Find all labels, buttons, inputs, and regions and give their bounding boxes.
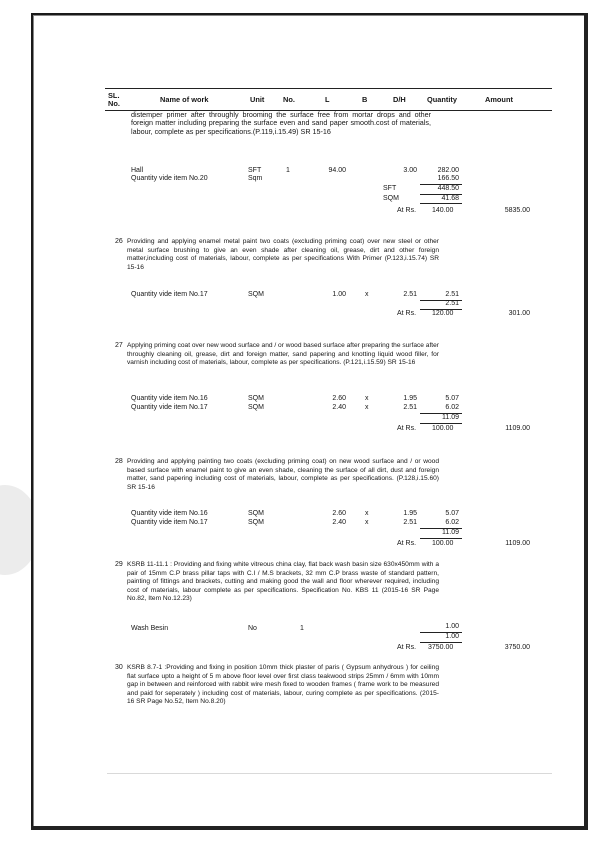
item-25-rule-2 [420, 194, 462, 195]
item-29-rate-label: At Rs. [397, 644, 417, 651]
item-27-row-2-qty: 6.02 [445, 404, 459, 411]
item-27-row-1-name: Quantity vide item No.16 [131, 395, 208, 402]
item-26-rate-label: At Rs. [397, 310, 417, 317]
item-27-row-2-name: Quantity vide item No.17 [131, 404, 208, 411]
item-28-row-2-unit: SQM [248, 519, 264, 526]
header-quantity: Quantity [427, 95, 457, 104]
item-25-row-2-unit: Sqm [248, 175, 263, 182]
item-25-rate-label: At Rs. [397, 207, 417, 214]
item-27-sl: 27 [115, 342, 123, 349]
item-25-sqm-label: SQM [383, 195, 399, 202]
item-28-row-2-x: x [365, 519, 369, 526]
header-unit: Unit [250, 95, 265, 104]
header-b: B [362, 95, 368, 104]
item-27-row-2-unit: SQM [248, 404, 264, 411]
item-27-row-2-l: 2.40 [332, 404, 346, 411]
header-sl-no: SL. [108, 91, 120, 100]
item-27-amount: 1109.00 [505, 425, 530, 432]
item-29-total: 1.00 [445, 633, 459, 640]
item-28-amount: 1109.00 [505, 540, 530, 547]
item-29-rate: 3750.00 [428, 644, 454, 651]
item-26-row-1-unit: SQM [248, 291, 264, 298]
item-26-row-1-x: x [365, 291, 369, 298]
item-28-row-2-name: Quantity vide item No.17 [131, 519, 208, 526]
item-28-row-2-dh: 2.51 [403, 519, 417, 526]
item-28-row-2-l: 2.40 [332, 519, 346, 526]
item-28-row-1-qty: 5.07 [445, 510, 459, 517]
item-26-row-1-dh: 2.51 [403, 291, 417, 298]
item-29-row-1-unit: No [248, 625, 257, 632]
page-frame-edge-right [584, 13, 588, 830]
bottom-separator [107, 773, 552, 774]
item-25-rule-3 [420, 203, 462, 204]
item-26-rate: 120.00 [432, 310, 454, 317]
item-25-amount: 5835.00 [504, 207, 530, 214]
item-26-description: Providing and applying enamel metal paint two coats (excluding priming coat) over new steel or other metal surface brushing to give an even shade after cleaning oil, grease, dirt and other foreign matter,including cost of materials, labour, complete as per specifications With Primer (P.123,i.15.74) SR 15-16 [127, 238, 439, 271]
item-30-sl: 30 [115, 664, 123, 671]
header-dh: D/H [393, 95, 406, 104]
item-26-sl: 26 [115, 238, 123, 245]
item-26-row-1-name: Quantity vide item No.17 [131, 291, 208, 298]
item-28-row-1-l: 2.60 [332, 510, 346, 517]
item-25-row-1-qty: 282.00 [437, 167, 459, 174]
item-25-row-1-l: 94.00 [328, 167, 346, 174]
item-25-sft-value: 448.50 [437, 185, 459, 192]
item-26-amount: 301.00 [508, 310, 530, 317]
item-29-amount: 3750.00 [504, 644, 530, 651]
item-26-row-1-l: 1.00 [332, 291, 346, 298]
item-29-rule-2 [420, 642, 462, 643]
item-28-description: Providing and applying painting two coats (excluding priming coat) on new wood surface and / or wood based surface with enamel paint to give an even shade, cleaning the surface of all dirt, dust and foreign matter, sand papering including cost of materials, labour, complete as per specifications. (P.128,i.15.60) SR 15-16 [127, 458, 439, 491]
item-29-row-1-no: 1 [300, 625, 304, 632]
item-26-row-1-qty: 2.51 [445, 291, 459, 298]
item-29-description: KSRB 11-11.1 : Providing and fixing white vitreous china clay, flat back wash basin size 630x450mm with a pair of 15mm C.P brass pillar taps with C.I / M.S brackets, 32 mm C.P brass waste of standard pattern, painting of fittings and brackets, cutting and making good the wall and floor wherever required, including cost of materials, labour complete as per specifications. Specification No. KBS 11 (2015-16 SR Page No.82, Item No.12.23) [127, 561, 439, 603]
header-amount: Amount [485, 95, 513, 104]
item-25-description: distemper primer after throughly brooming the surface free from mortar drops and other foreign matter including preparing the surface even and sand paper smooth.cost of materials, labour, complete as per specifications.(P.119,i.15.49) SR 15-16 [131, 110, 431, 136]
header-top-rule [105, 88, 552, 89]
item-27-row-1-l: 2.60 [332, 395, 346, 402]
header-sl-no-2: No. [108, 99, 120, 108]
item-27-description: Applying priming coat over new wood surface and / or wood based surface after preparing the surface after throughly cleaning oil, grease, dirt and foreign matter, sand papering and knotting liquid wood filler, for varnish including cost of materials, labour, complete as per specifications. (P.121,i.15.59) SR 15-16 [127, 342, 439, 367]
item-25-row-1-name: Hall [131, 167, 144, 174]
item-25-row-1-no: 1 [286, 167, 290, 174]
header-no: No. [283, 95, 295, 104]
header-name-of-work: Name of work [160, 95, 209, 104]
item-28-rate-label: At Rs. [397, 540, 417, 547]
item-25-sft-label: SFT [383, 185, 397, 192]
item-28-sl: 28 [115, 458, 123, 465]
item-27-row-1-x: x [365, 395, 369, 402]
item-25-row-1-dh: 3.00 [403, 167, 417, 174]
item-29-sl: 29 [115, 561, 123, 568]
item-27-rate-label: At Rs. [397, 425, 417, 432]
item-28-total: 11.09 [442, 529, 459, 536]
item-29-row-1-name: Wash Besin [131, 625, 169, 632]
item-27-rate: 100.00 [432, 425, 454, 432]
item-28-row-2-qty: 6.02 [445, 519, 459, 526]
item-27-row-1-dh: 1.95 [403, 395, 417, 402]
item-25-sqm-value: 41.68 [441, 195, 459, 202]
item-27-total: 11.09 [442, 414, 459, 421]
item-28-rule-2 [420, 538, 462, 539]
page-frame-edge-bottom [31, 826, 588, 830]
item-30-description: KSRB 8.7-1 :Providing and fixing in position 10mm thick plaster of paris ( Gypsum anhydrous ) for ceiling flat surface upto a height of 5 m above floor level over first class teakwood strips 25mm / 6mm with 10mm gap in between and reinforced with rabbit wire mesh fixed to wooden frames ( frame work to be measured and paid for seperately ) including cost of materials, labour, curing complete as per specifications. (2015-16 SR Page No.52, Item No.8.20) [127, 664, 439, 706]
item-25-row-2-name: Quantity vide item No.20 [131, 175, 208, 182]
item-25-row-1-unit: SFT [248, 167, 262, 174]
item-27-row-1-unit: SQM [248, 395, 264, 402]
item-28-row-1-unit: SQM [248, 510, 264, 517]
item-27-rule-2 [420, 423, 462, 424]
item-25-rate: 140.00 [432, 207, 454, 214]
item-27-row-1-qty: 5.07 [445, 395, 459, 402]
item-28-row-1-name: Quantity vide item No.16 [131, 510, 208, 517]
item-29-row-1-qty: 1.00 [445, 623, 459, 630]
item-25-row-2-qty: 166.50 [437, 175, 459, 182]
item-27-row-2-x: x [365, 404, 369, 411]
item-26-total: 2.51 [445, 300, 459, 307]
header-l: L [325, 95, 330, 104]
item-28-row-1-x: x [365, 510, 369, 517]
item-27-row-2-dh: 2.51 [403, 404, 417, 411]
item-28-row-1-dh: 1.95 [403, 510, 417, 517]
item-28-rate: 100.00 [432, 540, 454, 547]
